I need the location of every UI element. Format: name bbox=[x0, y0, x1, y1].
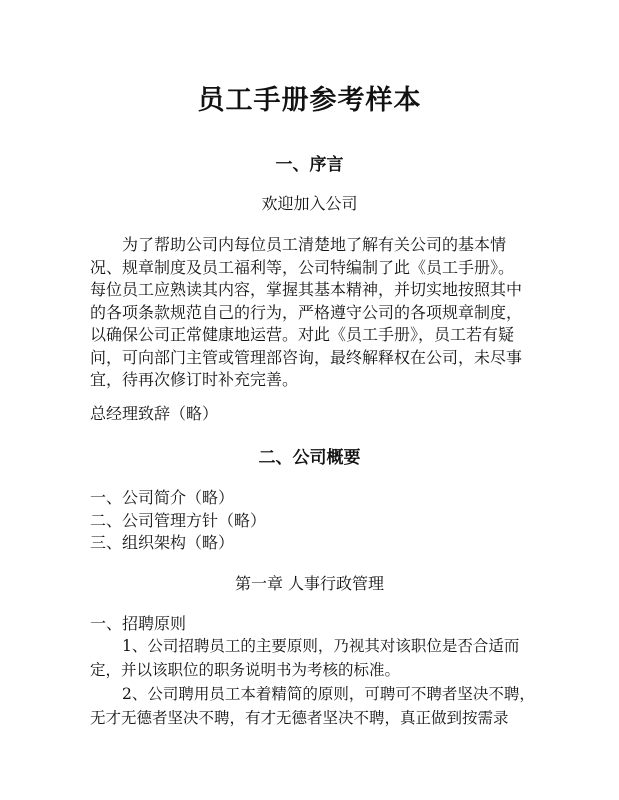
paragraph-line: 的各项条款规范自己的行为，严格遵守公司的各项规章制度， bbox=[90, 302, 523, 322]
overview-item: 二、公司管理方针（略） bbox=[90, 511, 267, 530]
paragraph-line: 问，可向部门主管或管理部咨询，最终解释权在公司，未尽事 bbox=[90, 347, 523, 367]
paragraph-line: 无才无德者坚决不聘，有才无德者坚决不聘，真正做到按需录 bbox=[90, 709, 509, 727]
welcome-line: 欢迎加入公司 bbox=[261, 194, 358, 213]
overview-item: 一、公司简介（略） bbox=[90, 488, 235, 507]
paragraph-line: 1、公司招聘员工的主要原则，乃视其对该职位是否合适而 bbox=[122, 637, 520, 655]
paragraph-line: 况、规章制度及员工福利等，公司特编制了此《员工手册》。 bbox=[90, 257, 515, 277]
paragraph-line: 每位员工应熟读其内容，掌握其基本精神，并切实地按照其中 bbox=[90, 280, 523, 299]
section-heading-overview: 二、公司概要 bbox=[258, 448, 361, 468]
recruitment-text bbox=[90, 634, 535, 730]
paragraph-line: 为了帮助公司内每位员工清楚地了解有关公司的基本情 bbox=[122, 235, 507, 254]
overview-item: 三、组织架构（略） bbox=[90, 533, 235, 552]
gm-speech-line: 总经理致辞（略） bbox=[90, 404, 219, 423]
paragraph-line: 以确保公司正常健康地运营。对此《员工手册》，员工若有疑 bbox=[90, 325, 515, 344]
paragraph-line: 2、公司聘用员工本着精简的原则，可聘可不聘者坚决不聘， bbox=[122, 685, 535, 703]
preface-paragraph bbox=[90, 234, 530, 392]
chapter-subheading: 一、招聘原则 bbox=[90, 614, 187, 633]
paragraph-line: 定，并以该职位的职务说明书为考核的标准。 bbox=[90, 661, 401, 679]
chapter-heading: 第一章 人事行政管理 bbox=[234, 574, 385, 593]
document-title: 员工手册参考样本 bbox=[197, 85, 422, 116]
paragraph-line: 宜，待再次修订时补充完善。 bbox=[90, 370, 299, 389]
section-heading-preface: 一、序言 bbox=[275, 155, 344, 175]
